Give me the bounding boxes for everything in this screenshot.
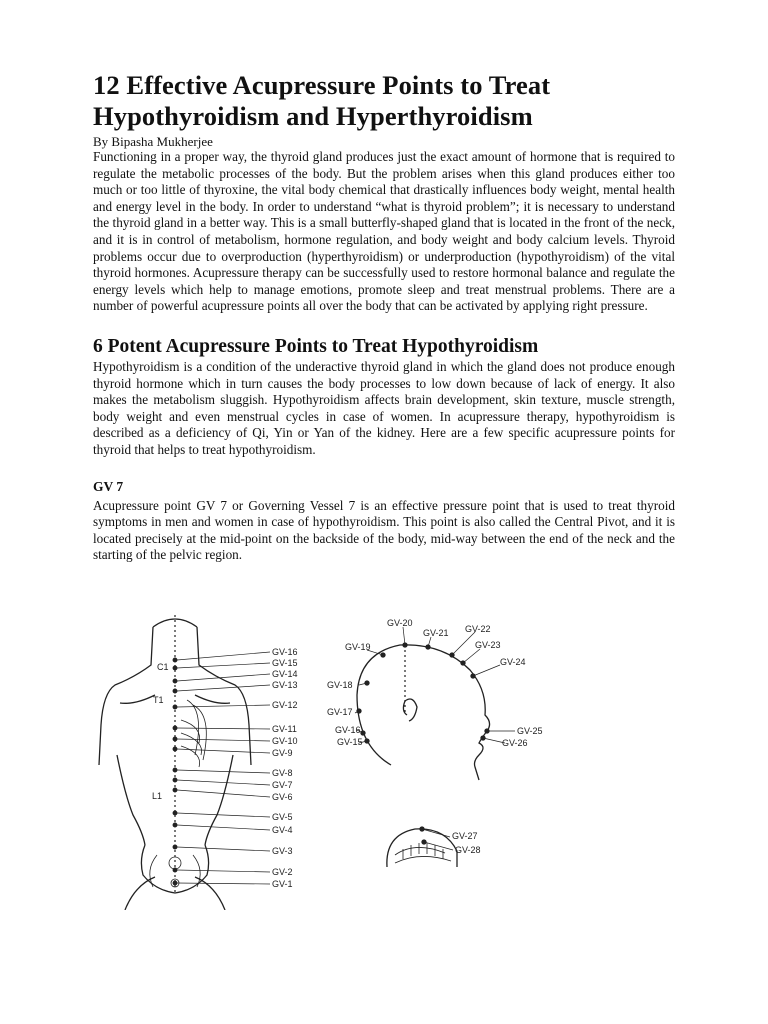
back-label: GV-6: [272, 792, 293, 802]
back-label: GV-7: [272, 780, 293, 790]
head-label: GV-26: [502, 738, 528, 748]
gv7-heading: GV 7: [93, 478, 124, 494]
back-label: GV-1: [272, 879, 293, 889]
head-label: GV-18: [327, 680, 353, 690]
back-label: GV-8: [272, 768, 293, 778]
back-label: GV-2: [272, 867, 293, 877]
back-label: GV-5: [272, 812, 293, 822]
head-label: GV-19: [345, 642, 371, 652]
back-label: GV-3: [272, 846, 293, 856]
head-label: GV-16: [335, 725, 361, 735]
back-figure: [99, 615, 270, 910]
back-label: GV-16: [272, 647, 298, 657]
author-line: By Bipasha Mukherjee: [93, 134, 213, 149]
section-heading-hypothyroidism: 6 Potent Acupressure Points to Treat Hypothyroidism: [93, 335, 539, 357]
back-label: GV-15: [272, 658, 298, 668]
head-label: GV-17: [327, 707, 353, 717]
mouth-label: GV-28: [455, 845, 481, 855]
back-label: GV-10: [272, 736, 298, 746]
back-label: GV-12: [272, 700, 298, 710]
back-label: GV-11: [272, 724, 297, 734]
hypothyroidism-paragraph: Hypothyroidism is a condition of the underactive thyroid gland in which the gland does not produce enough thyroid hormone which in turn causes the body processes to low down because of lack of energy. It also makes the metabolism sluggish. Hypothyroidism affects brain development, skin texture, muscle strength, body weight and even menstrual cycles in case of women. In acupressure therapy, hypothyroidism is described as a deficiency of Qi, Yin or Yan of the kidney. Here are a few specific acupressure points for thyroid that helps to treat hypothyroidism.: [93, 358, 675, 457]
head-label: GV-25: [517, 726, 543, 736]
head-label: GV-22: [465, 624, 491, 634]
gv7-paragraph: Acupressure point GV 7 or Governing Vessel 7 is an effective pressure point that is used to treat thyroid symptoms in men and women in case of hypothyroidism. This point is also called the Central Pivot, and it is located precisely at the mid-point on the backside of the body, mid-way between the end of the neck and the starting of the pelvic region.: [93, 497, 675, 563]
head-figure: [355, 627, 515, 867]
document-page: [93, 70, 675, 564]
head-label: GV-23: [475, 640, 501, 650]
head-label: GV-24: [500, 657, 526, 667]
mouth-label: GV-27: [452, 831, 478, 841]
marker-c1: C1: [157, 662, 169, 672]
marker-t1: T1: [153, 695, 164, 705]
back-label: GV-4: [272, 825, 293, 835]
back-label: GV-9: [272, 748, 293, 758]
back-label: GV-14: [272, 669, 298, 679]
marker-l1: L1: [152, 791, 163, 801]
acupressure-diagram: [95, 615, 551, 910]
article-title: 12 Effective Acupressure Points to Treat Hypothyroidism and Hyperthyroidism: [93, 70, 551, 131]
intro-paragraph: Functioning in a proper way, the thyroid gland produces just the exact amount of hormone that is required to regulate the metabolic processes of the body. But the problem arises when this gland produces either too much or too little of thyroxine, the vital body chemical that drastically influences body weight, mental health and energy level in the body. In order to understand “what is thyroid problem”; it is necessary to understand the thyroid gland in a better way. This is a small butterfly-shaped gland that is located in the front of the neck, and it is in control of metabolism, hormone regulation, and body weight and body calcium levels. Thyroid problems occur due to overproduction (hyperthyroidism) or underproduction (hypothyroidism) of the vital thyroid hormones. Acupressure therapy can be successfully used to restore hormonal balance and regulate the energy levels which help to manage emotions, promote sleep and treat menstrual problems. There are a number of powerful acupressure points all over the body that can be activated by applying right pressure.: [93, 149, 675, 314]
head-label: GV-20: [387, 618, 413, 628]
head-label: GV-15: [337, 737, 363, 747]
back-label: GV-13: [272, 680, 298, 690]
head-label: GV-21: [423, 628, 449, 638]
